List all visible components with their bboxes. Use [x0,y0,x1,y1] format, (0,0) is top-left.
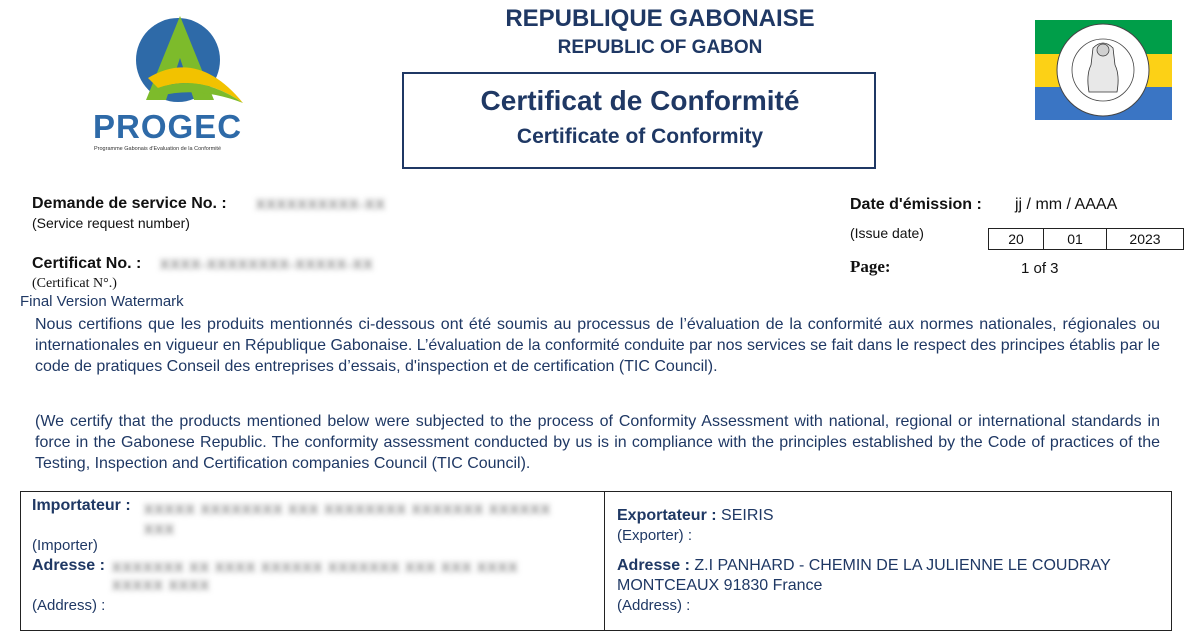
importer-address-sub: (Address) : [32,597,106,614]
exporter-address-value: Z.I PANHARD - CHEMIN DE LA JULIENNE LE COUDRAY MONTCEAUX 91830 France [617,557,1111,594]
parties-divider [604,491,605,631]
exporter-address-label: Adresse : [617,557,690,574]
issue-day: 20 [989,229,1044,250]
importer-address-value: XXXXXXX XX XXXX XXXXXX XXXXXXX XXX XXX XXXX XXXXX XXXX [112,559,519,593]
paragraph-fr: Nous certifions que les produits mentionnés ci-dessous ont été soumis au processus de l’évaluation de la conformité aux normes nationales, régionales ou internationales en vigueur en République Gabonaise. L’évaluation de la conformité conduite par nos services se fait dans le respect des principes établis par le code de pratiques Conseil des entreprises d’essais, d'inspection et de certification (TIC Council). [35,316,1160,375]
watermark-text: Final Version Watermark [20,293,184,310]
issue-year: 2023 [1107,229,1184,250]
certificate-no-sub: (Certificat N°.) [32,276,117,291]
logo-tagline: Programme Gabonais d'Evaluation de la Conformité [94,146,222,152]
exporter-line [617,507,774,525]
importer-label: Importateur : [32,497,131,514]
page-value: 1 of 3 [1021,260,1059,277]
importer-address-label: Adresse : [32,557,105,574]
certificate-no-label: Certificat No. : [32,255,142,272]
issue-date-format: jj / mm / AAAA [1015,196,1118,213]
importer-sub: (Importer) [32,537,98,554]
issue-date-label: Date d'émission : [850,196,982,213]
exporter-address-sub: (Address) : [617,597,691,614]
service-request-label: Demande de service No. : [32,195,227,212]
certificate-no-value: XXXX-XXXXXXXX-XXXXX-XX [160,256,374,272]
service-request-value: XXXXXXXXXX-XX [256,196,386,212]
exporter-value: SEIRIS [721,507,774,524]
exporter-address-block [617,556,1162,596]
gabon-flag-emblem [1035,20,1172,120]
issue-date-sub: (Issue date) [850,225,924,241]
country-title-fr: REPUBLIQUE GABONAISE [505,5,815,32]
importer-value: XXXXX XXXXXXXX XXX XXXXXXXX XXXXXXX XXXXXX XXX [144,501,551,537]
certificate-title-en: Certificate of Conformity [516,125,764,148]
certificate-title-fr: Certificat de Conformité [480,85,800,116]
issue-month: 01 [1044,229,1107,250]
logo-name: PROGEC [93,108,243,145]
paragraph-en: (We certify that the products mentioned below were subjected to the process of Conformity Assessment with national, regional or international standards in force in the Gabonese Republic. The conformity assessment conducted by us is in compliance with the principles established by the Code of practices of the Testing, Inspection and Certification companies Council (TIC Council). [35,413,1160,472]
service-request-sub: (Service request number) [32,215,190,231]
page-label: Page: [850,257,891,276]
issue-date-table [988,228,1184,250]
exporter-sub: (Exporter) : [617,527,693,544]
exporter-label: Exportateur : [617,507,717,524]
country-title-en: REPUBLIC OF GABON [557,37,763,58]
